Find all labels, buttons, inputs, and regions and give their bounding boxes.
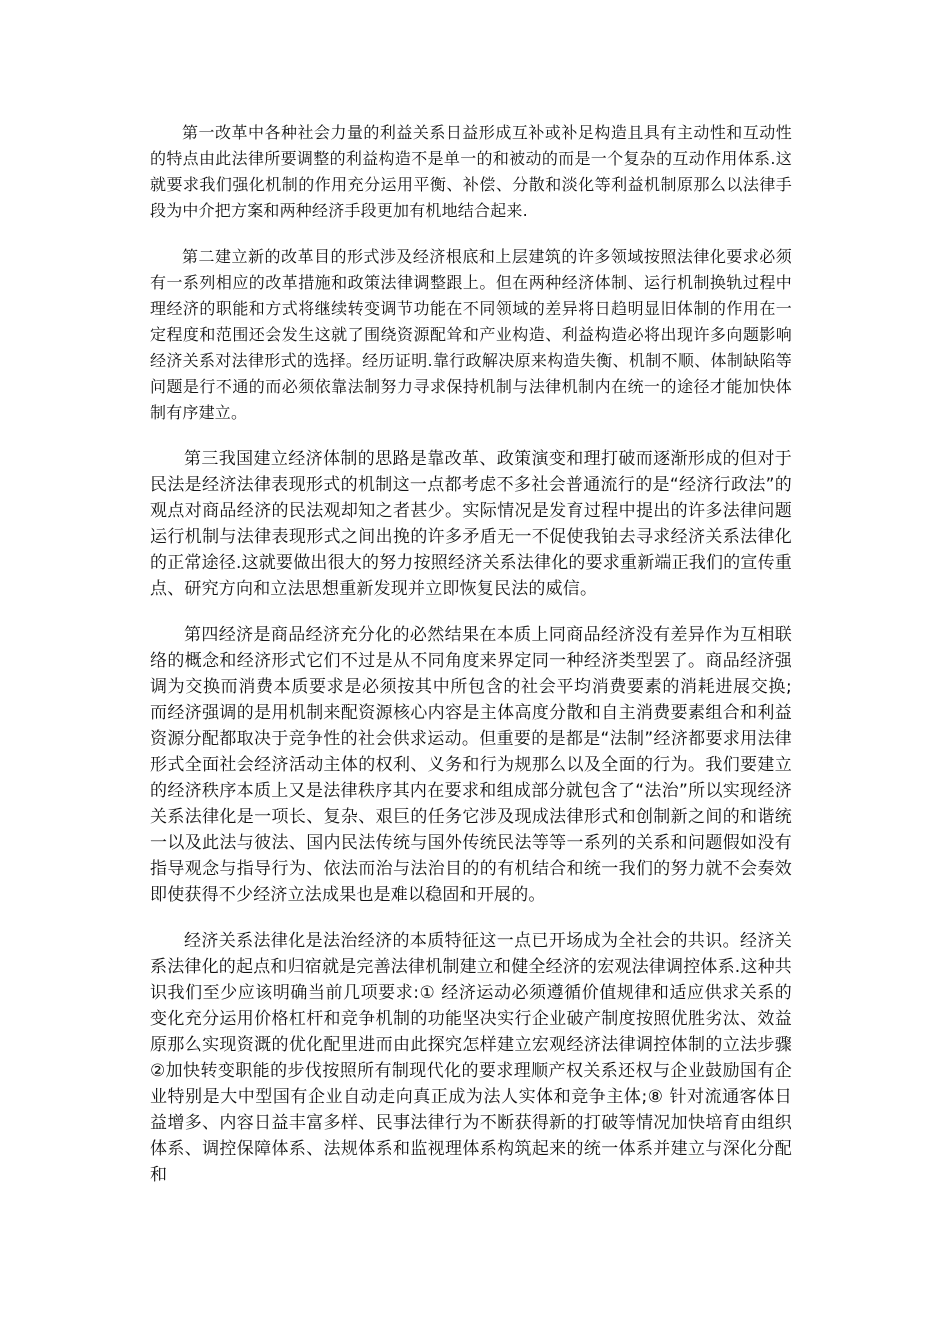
- document-page: [150, 120, 792, 1208]
- paragraph-2: 第二建立新的改革目的形式涉及经济根底和上层建筑的许多领域按照法律化要求必须有一系列相应的改革措施和政策法律调整跟上。但在两种经济体制、运行机制换轨过程中理经济的职能和方式将继续转变调节功能在不同领域的差异将日趋明显旧体制的作用在一定程度和范围还会发生这就了围绕资源配耸和产业构造、利益构造必将出现许多向题影响经济关系对法律形式的选择。经历证明.靠行政解决原来构造失衡、机制不顺、体制缺陷等问题是行不通的而必须依靠法制努力寻求保持机制与法律机制内在统一的途径才能加快体制有序建立。: [150, 247, 792, 422]
- paragraph-5: 经济关系法律化是法治经济的本质特征这一点已开场成为全社会的共识。经济关系法律化的起点和归宿就是完善法律机制建立和健全经济的宏观法律调控体系.这种共识我们至少应该明确当前几项要求:① 经济运动必须遵循价值规律和适应供求关系的变化充分运用价格杠杆和竞争机制的功能坚决实行企业破产制度按照优胜劣汰、效益原那么实现资溉的优化配里进而由此探究怎样建立宏观经济法律调控体制的立法步骤②加快转变职能的步伐按照所有制现代化的要求理顺产权关系还权与企业鼓励国有企业特别是大中型国有企业自动走向真正成为法人实体和竞争主体;⑧ 针对流通客体日益增多、内容日益丰富多样、民事法律行为不断获得新的打破等情况加快培育由组织体系、调控保障体系、法规体系和监视理体系构筑起来的统一体系并建立与深化分配和: [150, 931, 793, 1185]
- paragraph-4: 第四经济是商品经济充分化的必然结果在本质上同商品经济没有差异作为互相联络的概念和经济形式它们不过是从不同角度来界定同一种经济类型罢了。商品经济强调为交换而消费本质要求是必须按其中所包含的社会平均消费要素的消耗进展交换;而经济强调的是用机制来配资源核心内容是主体高度分散和自主消费要素组合和利益资源分配都取决于竞争性的社会供求运动。但重要的是都是“法制”经济都要求用法律形式全面社会经济活动主体的权利、义务和行为规那么以及全面的行为。我们要建立的经济秩序本质上又是法律秩序其内在要求和组成部分就包含了“法治”所以实现经济关系法律化是一项长、复杂、艰巨的任务它涉及现成法律形式和创制新之间的和谐统一以及此法与彼法、国内民法传统与国外传统民法等等一系列的关系和问题假如没有指导观念与指导行为、依法而治与法治目的的有机结合和统一我们的努力就不会奏效即使获得不少经济立法成果也是难以稳固和开展的。: [150, 625, 792, 905]
- paragraph-1: 第一改革中各种社会力量的利益关系日益形成互补或补足构造且具有主动性和互动性的特点由此法律所要调整的利益构造不是单一的和被动的而是一个复杂的互动作用体系.这就要求我们强化机制的作用充分运用平衡、补偿、分散和淡化等利益机制原那么以法律手段为中介把方案和两种经济手段更加有机地结合起来.: [150, 123, 792, 220]
- paragraph-3: 第三我国建立经济体制的思路是靠改革、政策演变和理打破而逐渐形成的但对于民法是经济法律表现形式的机制这一点都考虑不多社会普通流行的是“经济行政法”的观点对商品经济的民法观却知之者甚少。实际情况是发育过程中提出的许多法律问题运行机制与法律表现形式之间出挽的许多矛盾无一不促使我铂去寻求经济关系法律化的正常途径.这就要做出很大的努力按照经济关系法律化的要求重新端正我们的宣传重点、研究方向和立法思想重新发现并立即恢复民法的威信。: [150, 449, 793, 599]
